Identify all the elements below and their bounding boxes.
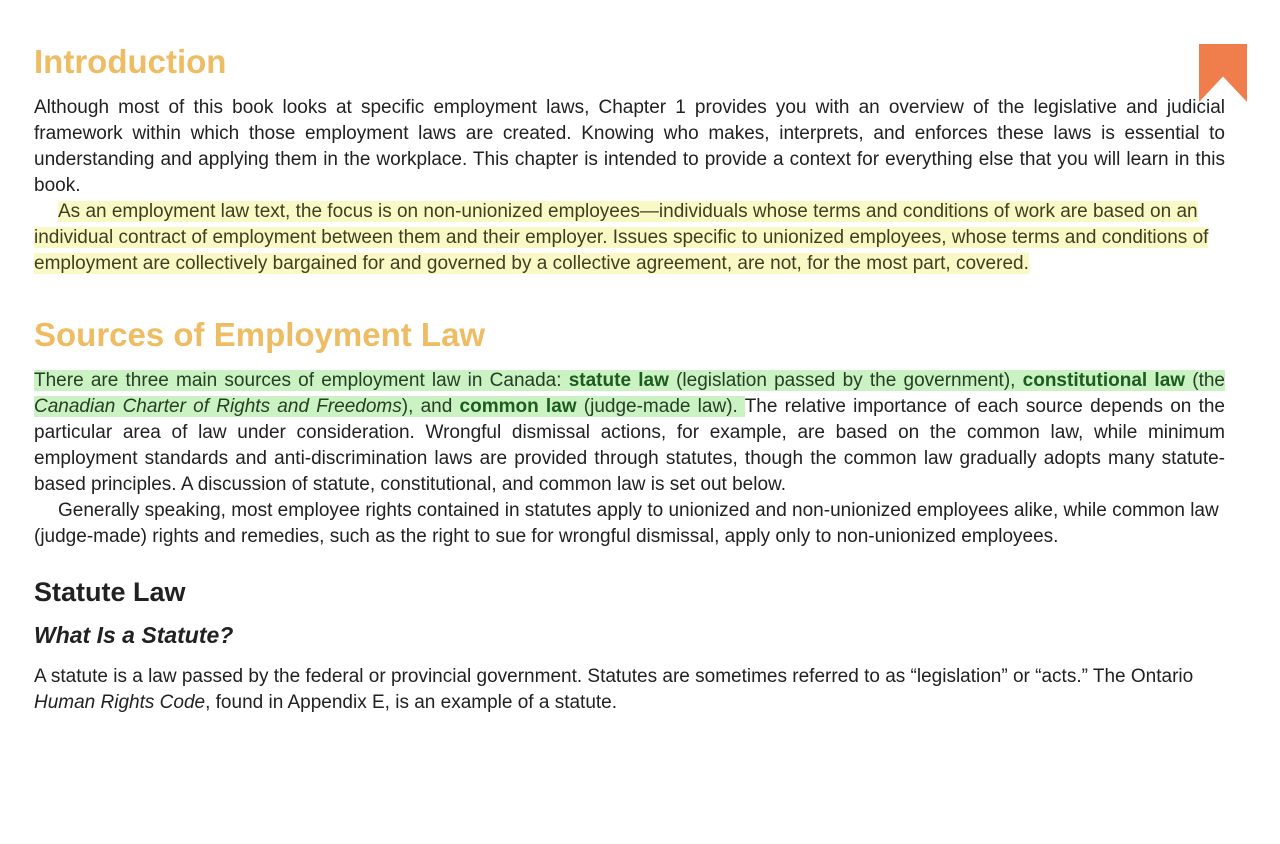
green-highlight-span[interactable]: ), and xyxy=(401,395,460,417)
reader-page xyxy=(0,44,1280,844)
green-highlight-span[interactable]: constitutional law xyxy=(1022,369,1186,391)
paragraph-intro-1 xyxy=(34,95,1225,199)
paragraph-sources-2 xyxy=(34,498,1225,550)
text-run: Human Rights Code xyxy=(34,691,206,713)
subsection-heading-statute-law: Statute Law xyxy=(34,576,186,607)
green-highlight-span[interactable]: statute law xyxy=(568,369,669,391)
chapter-content xyxy=(0,44,1280,716)
text-run: Although most of this book looks at specific employment laws, Chapter 1 provides you with an overview of the legislative and judicial framework within which those employment laws are created. Knowing who makes, interprets, and enforces these laws is essential to understanding and applying them in the workplace. This chapter is intended to provide a context for everything else that you will learn in this book. xyxy=(34,96,1225,196)
green-highlight-span[interactable]: (the xyxy=(1185,369,1225,391)
green-highlight-span[interactable]: There are three main sources of employment law in Canada: xyxy=(34,369,569,391)
green-highlight-span[interactable]: (legislation passed by the government), xyxy=(668,369,1023,391)
green-highlight-span[interactable]: Canadian Charter of Rights and Freedoms xyxy=(34,395,402,417)
paragraph-sources-1-highlighted-green xyxy=(34,368,1225,498)
paragraph-intro-2-highlighted-yellow xyxy=(34,199,1225,277)
subsubsection-heading-what-is-a-statute: What Is a Statute? xyxy=(34,622,234,649)
section-heading-sources: Sources of Employment Law xyxy=(34,315,486,353)
text-run: , found in Appendix E, is an example of a statute. xyxy=(205,691,618,713)
yellow-highlight-span[interactable]: As an employment law text, the focus is on non-unionized employees—individuals whose terms and conditions of work are based on an individual contract of employment between them and their employer. Issues specific to unionized employees, whose terms and conditions of employment are collectively bargained for and governed by a collective agreement, are not, for the most part, covered. xyxy=(34,200,1209,274)
text-run: Generally speaking, most employee rights contained in statutes apply to unionized and non-unionized employees alike, while common law (judge-made) rights and remedies, such as the right to sue for wrongful dismissal, apply only to non-unionized employees. xyxy=(34,499,1219,547)
text-run: A statute is a law passed by the federal or provincial government. Statutes are sometimes referred to as “legislation” or “acts.” The Ontario xyxy=(34,665,1194,687)
text-run: The relative importance of each source depends on the particular area of law under consideration. Wrongful dismissal actions, for example, are based on the common law, while minimum employment standards and anti-discrimination laws are provided through statutes, though the common law gradually adopts many statute-based principles. A discussion of statute, constitutional, and common law is set out below. xyxy=(34,395,1225,495)
paragraph-statute-1 xyxy=(34,664,1225,716)
section-heading-introduction: Introduction xyxy=(34,43,227,80)
green-highlight-span[interactable]: (judge-made law). xyxy=(576,395,745,417)
green-highlight-span[interactable]: common law xyxy=(459,395,577,417)
